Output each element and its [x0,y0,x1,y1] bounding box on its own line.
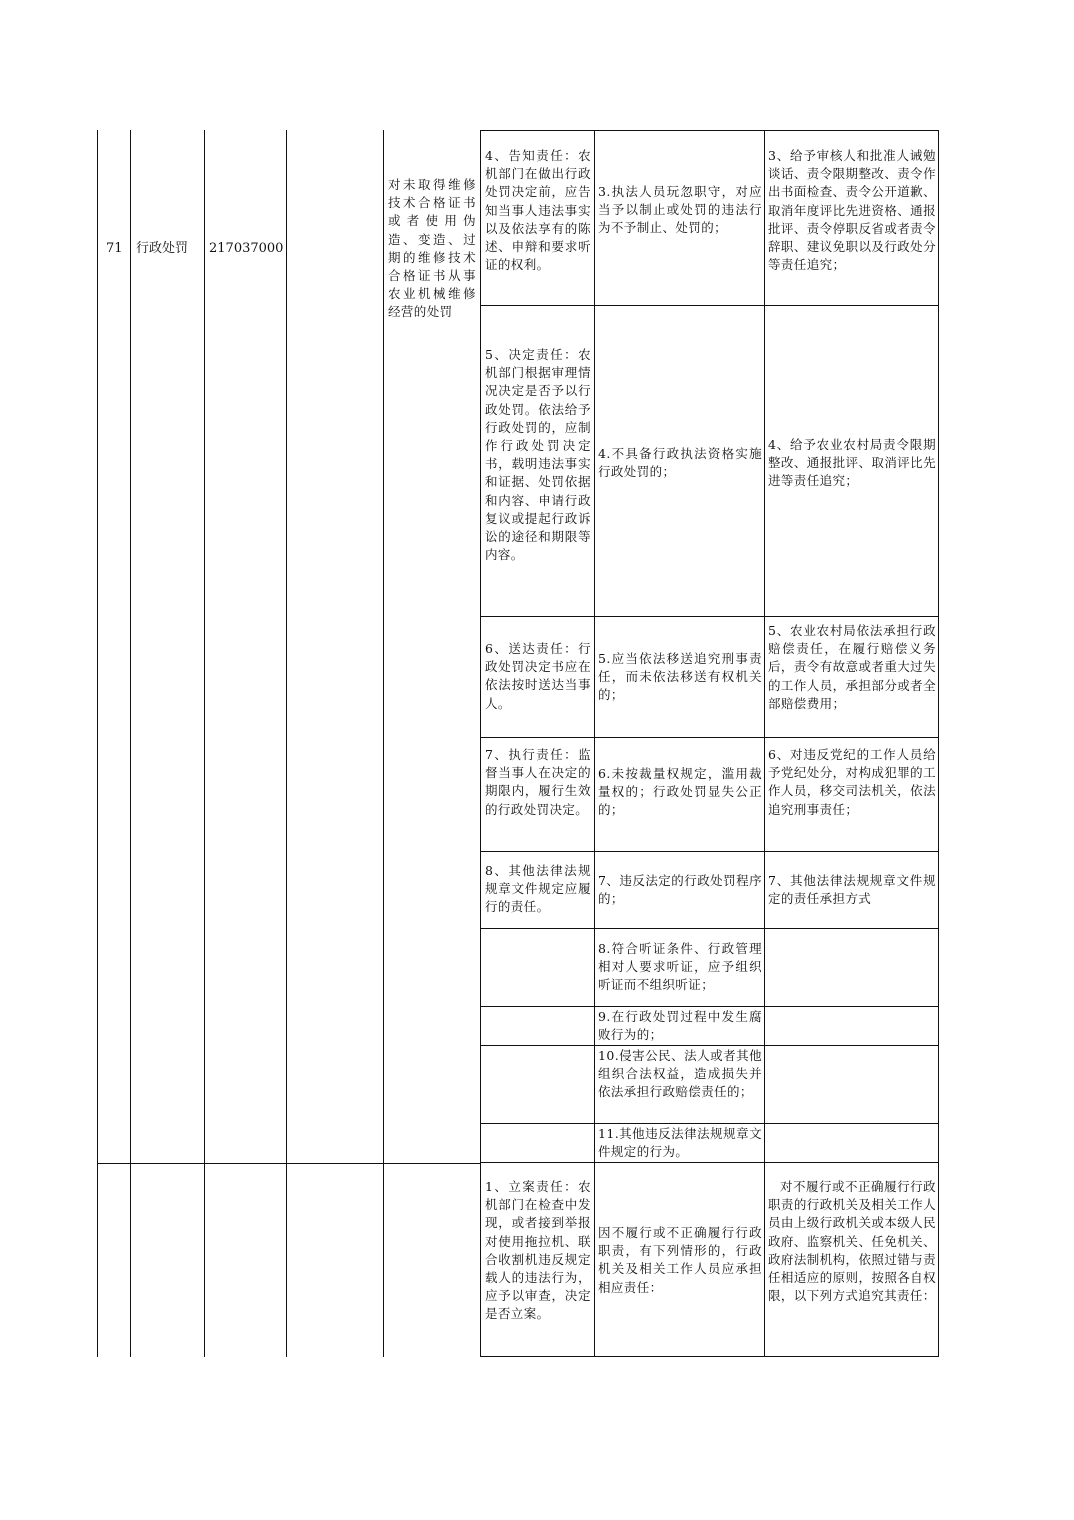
liability-cell: 对不履行或不正确履行行政职责的行政机关及相关工作人员由上级行政机关或本级人民政府、监察机关、任免机关、政府法制机构，依照过错与责任相适应的原则，按照各自权限，以下列方式追究其责任： [768,1179,936,1304]
situation-cell: 因不履行或不正确履行行政职责，有下列情形的，行政机关及相关工作人员应承担相应责任： [598,1225,762,1295]
table-cell [764,1045,939,1124]
duty-cell: 5、决定责任：农机部门根据审理情况决定是否予以行政处罚。依法给予行政处罚的，应制作行政处罚决定书，载明违法事实和证据、处罚依据和内容、申请行政复议或提起行政诉讼的途径和期限等内容。 [485,347,591,563]
column-line [286,130,287,1357]
table-row [480,928,595,1007]
liability-cell: 4、给予农业农村局责令限期整改、通报批评、取消评比先进等责任追究； [768,437,936,489]
seq-number: 71 [106,241,123,256]
situation-cell: 9.在行政处罚过程中发生腐败行为的； [598,1009,762,1043]
row-separator [97,1163,480,1164]
situation-cell: 6.未按裁量权规定，滥用裁量权的；行政处罚显失公正的； [598,766,762,818]
column-line [383,130,384,1357]
duty-cell: 8、其他法律法规规章文件规定应履行的责任。 [485,863,591,915]
liability-cell: 3、给予审核人和批准人诫勉谈话、责令限期整改、责令作出书面检查、责令公开道歉、取消年度评比先进资格、通报批评、责令停职反省或者责令辞职、建议免职以及行政处分等责任追究； [768,148,936,273]
situation-cell: 5.应当依法移送追究刑事责任，而未依法移送有权机关的； [598,651,762,703]
situation-cell: 8.符合听证条件、行政管理相对人要求听证，应予组织听证而不组织听证； [598,941,762,993]
table-cell [764,1123,939,1163]
duty-cell: 7、执行责任：监督当事人在决定的期限内，履行生效的行政处罚决定。 [485,747,591,817]
column-line [97,130,98,1357]
table-row [480,1006,595,1046]
situation-cell: 3.执法人员玩忽职守，对应当予以制止或处罚的违法行为不予制止、处罚的； [598,184,762,236]
table-row [480,1123,595,1163]
situation-cell: 10.侵害公民、法人或者其他组织合法权益，造成损失并依法承担行政赔偿责任的； [598,1048,762,1100]
column-line [130,130,131,1357]
liability-cell: 6、对违反党纪的工作人员给予党纪处分，对构成犯罪的工作人员，移交司法机关，依法追究刑事责任； [768,747,936,817]
liability-cell: 5、农业农村局依法承担行政赔偿责任，在履行赔偿义务后，责令有故意或者重大过失的工作人员，承担部分或者全部赔偿费用； [768,623,936,711]
code-cell: 217037000 [209,241,284,256]
matter-cell: 对未取得维修技术合格证书或者使用伪造、变造、过期的维修技术合格证书从事农业机械维修经营的处罚 [388,177,476,320]
category-cell: 行政处罚 [136,241,189,256]
situation-cell: 4.不具备行政执法资格实施行政处罚的； [598,446,762,480]
duty-cell: 1、立案责任：农机部门在检查中发现，或者接到举报对使用拖拉机、联合收割机违反规定载人的违法行为，应予以审查，决定是否立案。 [485,1179,591,1322]
duty-cell: 4、告知责任：农机部门在做出行政处罚决定前，应告知当事人违法事实以及依法享有的陈述、申辩和要求听证的权利。 [485,148,591,273]
situation-cell: 7、违反法定的行政处罚程序的； [598,873,762,907]
situation-cell: 11.其他违反法律法规规章文件规定的行为。 [598,1126,762,1160]
table-cell [764,1006,939,1046]
table-row [480,1045,595,1124]
liability-cell: 7、其他法律法规规章文件规定的责任承担方式 [768,873,936,907]
column-line [204,130,205,1357]
duty-cell: 6、送达责任：行政处罚决定书应在依法按时送达当事人。 [485,641,591,711]
table-cell [764,928,939,1007]
